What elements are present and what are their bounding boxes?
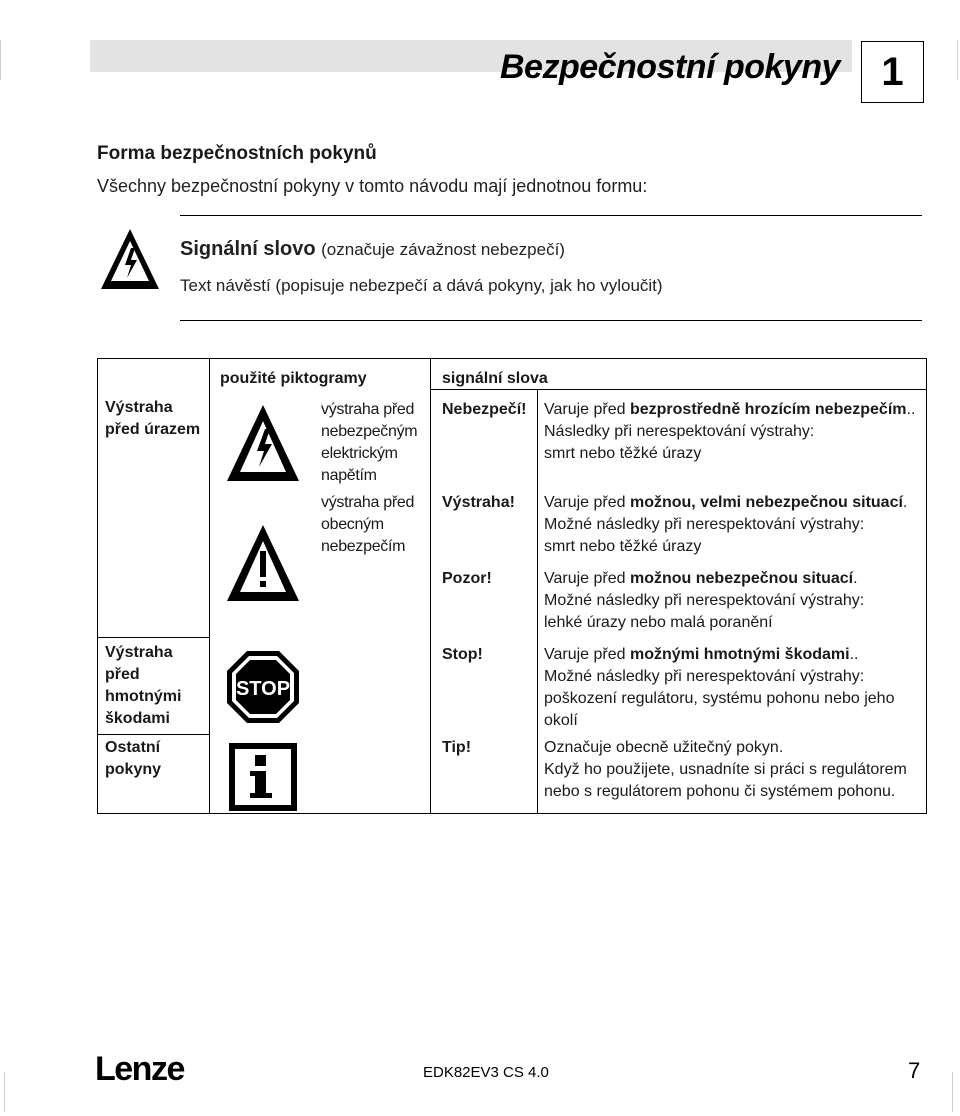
signal-word-note: (označuje závažnost nebezpečí) [321, 240, 565, 259]
table-gridline [98, 734, 209, 735]
chapter-number: 1 [861, 41, 924, 103]
crop-mark [952, 1072, 953, 1112]
signal-description: Varuje před možnou nebezpečnou situací. Možné následky při nerespektování výstrahy: lehké úrazy nebo malá poranění [544, 570, 865, 631]
table-gridline [430, 359, 431, 813]
signal-word-stop: Stop! [442, 646, 483, 663]
category-injury: Výstraha před úrazem [105, 399, 201, 438]
brand-logo: Lenze [95, 1050, 184, 1088]
signal-word-warning: Výstraha! [442, 494, 515, 511]
signal-words-table [97, 358, 927, 814]
general-warning-icon [225, 523, 301, 605]
divider [180, 215, 922, 216]
page-number: 7 [908, 1058, 921, 1083]
signal-description: Varuje před možnou, velmi nebezpečnou situací. Možné následky při nerespektování výstrahy: smrt nebo těžké úrazy [544, 494, 908, 555]
category-material: Výstraha před hmotnými škodami [105, 644, 182, 727]
signal-word-danger: Nebezpečí! [442, 401, 527, 418]
electric-warning-icon [225, 403, 301, 485]
signal-description: Varuje před možnými hmotnými škodami.. Možné následky při nerespektování výstrahy: poškození regulátoru, systému pohonu nebo jeho okolí [544, 646, 895, 729]
signal-word-line [180, 238, 565, 261]
stop-icon [225, 649, 301, 725]
electric-warning-icon [98, 226, 162, 292]
pictogram-electric-label: výstraha před nebezpečným elektrickým napětím [321, 401, 418, 484]
category-other: Ostatní pokyny [105, 739, 162, 778]
document-code: EDK82EV3 CS 4.0 [423, 1064, 549, 1081]
table-gridline [98, 637, 209, 638]
stop-label: STOP [235, 678, 291, 700]
crop-mark [957, 40, 958, 80]
signal-word-caution: Pozor! [442, 570, 492, 587]
signal-word-tip: Tip! [442, 739, 472, 756]
signal-description: Označuje obecně užitečný pokyn. Když ho použijete, usnadníte si práci s regulátorem nebo s regulátorem pohonu či systémem pohonu. [544, 739, 907, 800]
chapter-title: Bezpečnostní pokyny [499, 48, 840, 86]
header-signal-words: signální slova [442, 370, 548, 387]
pictogram-general-label: výstraha před obecným nebezpečím [321, 494, 415, 555]
section-intro: Všechny bezpečnostní pokyny v tomto návodu mají jednotnou formu: [97, 176, 648, 196]
signal-description: Varuje před bezprostředně hrozícím nebezpečím.. Následky při nerespektování výstrahy: smrt nebo těžké úrazy [544, 401, 916, 462]
signal-text-line: Text návěstí (popisuje nebezpečí a dává pokyny, jak ho vyloučit) [180, 276, 663, 295]
crop-mark [0, 40, 1, 80]
info-icon [227, 741, 299, 813]
signal-word: Signální slovo [180, 238, 316, 260]
table-gridline [209, 359, 210, 813]
section-heading: Forma bezpečnostních pokynů [97, 143, 377, 164]
table-gridline [537, 389, 538, 813]
header-pictograms: použité piktogramy [220, 370, 367, 387]
crop-mark [4, 1072, 5, 1112]
divider [180, 320, 922, 321]
